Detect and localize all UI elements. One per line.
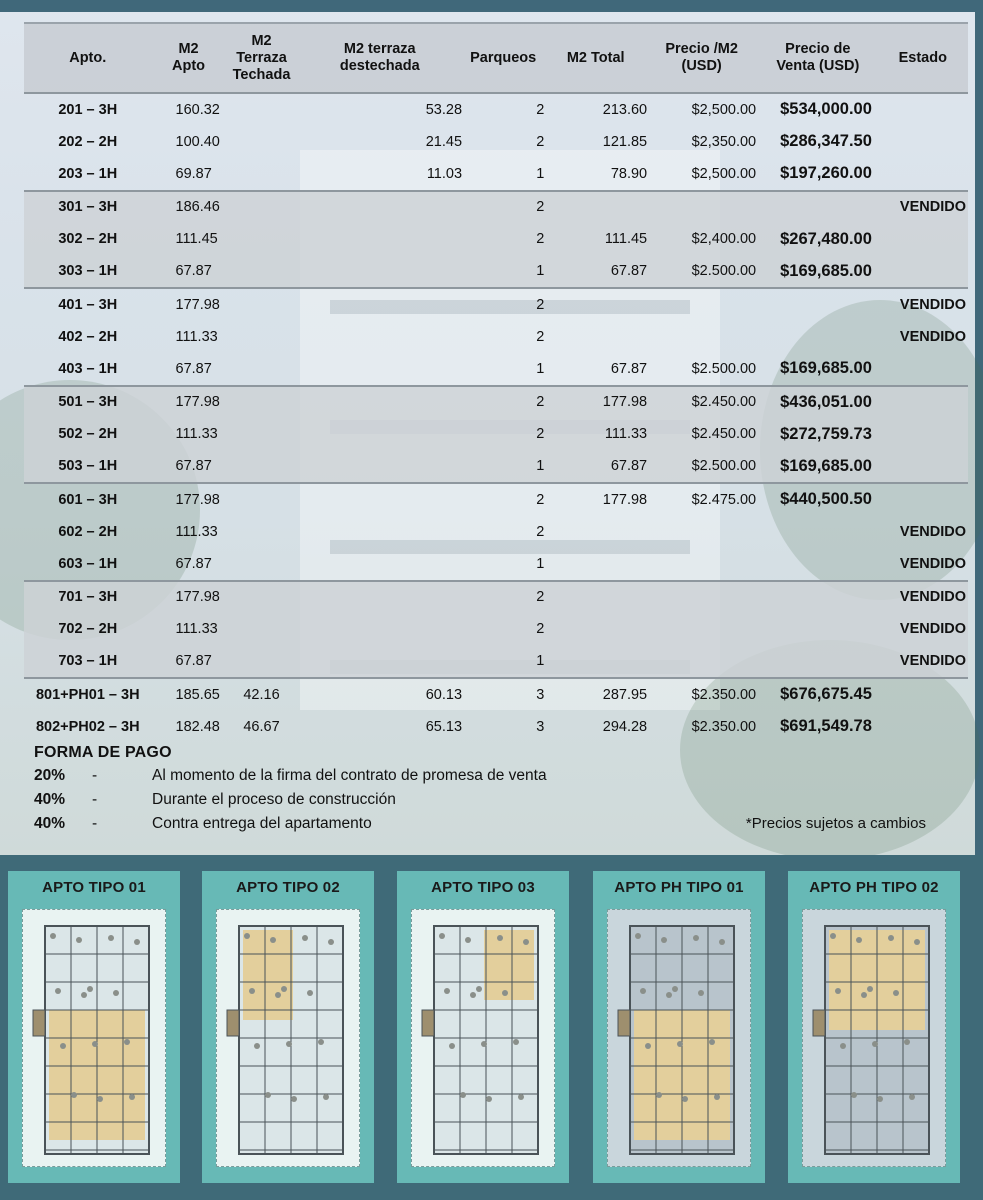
cell-terraza-destechada: 11.03 (426, 165, 463, 182)
cell-terraza-techada (226, 483, 298, 516)
payment-terms (34, 744, 934, 836)
cell-parqueos: 2 (462, 191, 544, 224)
cell-m2-apto: 185.65 (152, 678, 226, 711)
cell-terraza-destechada (298, 256, 463, 289)
cell-terraza-destechada (298, 321, 463, 354)
cell-precio-m2 (647, 581, 756, 614)
plan-card-title: APTO TIPO 02 (236, 879, 340, 896)
table-row (24, 288, 968, 321)
table-row (24, 451, 968, 484)
cell-m2-apto: 186.46 (152, 191, 226, 224)
header-m2-total: M2 Total (544, 23, 647, 93)
cell-parqueos: 2 (462, 581, 544, 614)
cell-estado (880, 678, 968, 711)
cell-m2-apto: 160.32 (175, 101, 220, 118)
cell-m2-total: 67.87 (544, 451, 647, 484)
cell-estado (880, 353, 968, 386)
cell-estado (880, 256, 968, 289)
cell-parqueos: 2 (462, 386, 544, 419)
cell-terraza-destechada (298, 418, 463, 451)
cell-m2-apto: 100.40 (175, 133, 220, 150)
cell-apto: 601 – 3H (24, 483, 152, 516)
cell-precio-venta: $286,347.50 (780, 132, 872, 151)
cell-precio-m2: $2.500.00 (691, 360, 757, 377)
cell-precio-m2 (647, 646, 756, 679)
cell-apto: 801+PH01 – 3H (24, 678, 152, 711)
plan-card-apto-tipo-02[interactable] (202, 871, 374, 1183)
cell-apto: 401 – 3H (24, 288, 152, 321)
cell-apto: 202 – 2H (58, 133, 118, 150)
cell-m2-apto: 67.87 (152, 646, 226, 679)
cell-precio-m2 (647, 288, 756, 321)
table-row (24, 386, 968, 419)
cell-parqueos: 1 (462, 451, 544, 484)
cell-precio-venta: $436,051.00 (756, 386, 879, 419)
cell-terraza-destechada (298, 581, 463, 614)
cell-terraza-destechada (298, 483, 463, 516)
cell-parqueos: 2 (462, 288, 544, 321)
cell-estado: VENDIDO (880, 581, 968, 614)
cell-m2-total: 111.45 (544, 223, 647, 256)
cell-terraza-destechada (298, 451, 463, 484)
payment-description: Al momento de la firma del contrato de promesa de venta (152, 767, 547, 784)
cell-precio-m2: $2.475.00 (647, 483, 756, 516)
cell-m2-total (544, 646, 647, 679)
cell-precio-m2: $2,400.00 (647, 223, 756, 256)
cell-estado (880, 451, 968, 484)
cell-precio-venta (756, 321, 879, 354)
cell-precio-m2: $2.500.00 (647, 256, 756, 289)
cell-terraza-techada (226, 451, 298, 484)
cell-m2-apto: 69.87 (175, 165, 212, 182)
cell-precio-venta: $169,685.00 (780, 359, 872, 378)
table-row (24, 256, 968, 289)
table-row (24, 223, 968, 256)
cell-precio-venta: $272,759.73 (756, 418, 879, 451)
cell-terraza-destechada: 65.13 (425, 718, 463, 735)
cell-terraza-techada (226, 158, 298, 191)
table-row (24, 126, 968, 159)
cell-m2-total (544, 548, 647, 581)
cell-precio-m2 (647, 613, 756, 646)
plan-card-title: APTO PH TIPO 01 (614, 879, 744, 896)
cell-terraza-destechada (298, 646, 463, 679)
cell-precio-venta (756, 646, 879, 679)
plan-card-apto-ph-tipo-01[interactable] (593, 871, 765, 1183)
cell-apto: 501 – 3H (24, 386, 152, 419)
cell-terraza-techada (226, 321, 298, 354)
cell-apto: 201 – 3H (58, 101, 118, 118)
payment-row (34, 812, 934, 836)
cell-precio-venta (756, 613, 879, 646)
cell-terraza-techada (226, 646, 298, 679)
cell-m2-total (544, 516, 647, 549)
plan-card-title: APTO PH TIPO 02 (809, 879, 939, 896)
cell-m2-total: 213.60 (602, 101, 648, 118)
table-header-row (24, 23, 968, 93)
cell-terraza-techada (226, 418, 298, 451)
cell-apto: 701 – 3H (24, 581, 152, 614)
cell-m2-apto: 111.45 (152, 223, 226, 256)
cell-m2-apto: 177.98 (152, 386, 226, 419)
table-row (24, 646, 968, 679)
payment-description: Contra entrega del apartamento (152, 815, 372, 832)
cell-apto: 802+PH02 – 3H (35, 718, 140, 735)
cell-parqueos: 1 (462, 646, 544, 679)
payment-dash: - (92, 815, 98, 832)
cell-terraza-destechada (298, 548, 463, 581)
header-m2-apto: M2 Apto (152, 23, 226, 93)
table-row (24, 581, 968, 614)
cell-terraza-techada: 42.16 (226, 678, 298, 711)
cell-parqueos: 2 (536, 328, 545, 345)
cell-parqueos: 1 (536, 555, 545, 572)
top-border-band (0, 0, 983, 12)
cell-estado (880, 483, 968, 516)
table-row (24, 711, 968, 744)
header-parqueos: Parqueos (462, 23, 544, 93)
cell-parqueos: 2 (462, 613, 544, 646)
cell-estado: VENDIDO (899, 555, 966, 572)
cell-terraza-destechada (298, 386, 463, 419)
cell-m2-apto: 111.33 (152, 613, 226, 646)
floor-plan-image (411, 909, 555, 1167)
plan-card-apto-tipo-01[interactable] (8, 871, 180, 1183)
cell-m2-total (544, 581, 647, 614)
cell-m2-apto: 177.98 (152, 581, 226, 614)
cell-precio-venta: $534,000.00 (780, 100, 872, 119)
cell-apto: 302 – 2H (24, 223, 152, 256)
cell-m2-apto: 111.33 (175, 328, 218, 345)
cell-apto: 203 – 1H (58, 165, 118, 182)
cell-terraza-destechada (298, 223, 463, 256)
cell-m2-total: 287.95 (544, 678, 647, 711)
payment-title: FORMA DE PAGO (34, 744, 172, 761)
payment-dash: - (92, 767, 98, 784)
payment-row (34, 764, 934, 788)
cell-estado: VENDIDO (880, 191, 968, 224)
plan-card-apto-tipo-03[interactable] (397, 871, 569, 1183)
cell-precio-m2: $2,350.00 (691, 133, 757, 150)
cell-estado: VENDIDO (899, 328, 966, 345)
cell-m2-apto: 67.87 (175, 555, 212, 572)
cell-terraza-destechada (298, 613, 463, 646)
cell-terraza-destechada (298, 353, 463, 386)
cell-estado: VENDIDO (880, 613, 968, 646)
cell-m2-apto: 67.87 (175, 360, 212, 377)
cell-m2-total: 111.33 (544, 418, 647, 451)
cell-m2-apto: 177.98 (152, 483, 226, 516)
cell-terraza-techada (226, 386, 298, 419)
payment-percent: 40% (34, 791, 66, 808)
cell-apto: 303 – 1H (24, 256, 152, 289)
floor-plan-image (22, 909, 166, 1167)
plan-card-title: APTO TIPO 03 (431, 879, 535, 896)
cell-parqueos: 2 (462, 418, 544, 451)
cell-m2-apto: 111.33 (152, 418, 226, 451)
cell-terraza-techada (226, 353, 298, 386)
cell-precio-m2: $2,500.00 (691, 101, 757, 118)
cell-terraza-destechada (298, 288, 463, 321)
table-row (24, 516, 968, 549)
cell-terraza-destechada: 21.45 (425, 133, 463, 150)
floor-plans-strip (0, 855, 983, 1200)
cell-precio-venta (756, 191, 879, 224)
payment-row (34, 788, 934, 812)
cell-precio-venta (756, 581, 879, 614)
floor-plan-image (802, 909, 946, 1167)
payment-dash: - (92, 791, 98, 808)
cell-terraza-techada (226, 548, 298, 581)
cell-m2-total: 67.87 (610, 360, 648, 377)
cell-estado (880, 126, 968, 159)
cell-precio-m2: $2.450.00 (647, 386, 756, 419)
cell-apto: 603 – 1H (58, 555, 118, 572)
cell-m2-apto: 182.48 (175, 718, 220, 735)
cell-precio-m2: $2.350.00 (691, 718, 757, 735)
cell-precio-venta: $676,675.45 (756, 678, 879, 711)
payment-description: Durante el proceso de construcción (152, 791, 396, 808)
cell-apto: 703 – 1H (24, 646, 152, 679)
cell-precio-venta: $440,500.50 (756, 483, 879, 516)
cell-m2-total: 78.90 (610, 165, 648, 182)
cell-apto: 403 – 1H (58, 360, 118, 377)
cell-apto: 301 – 3H (24, 191, 152, 224)
cell-precio-m2: $2.500.00 (647, 451, 756, 484)
cell-parqueos: 2 (536, 101, 545, 118)
cell-terraza-techada (226, 288, 298, 321)
cell-m2-total: 177.98 (544, 386, 647, 419)
header-apto: Apto. (24, 23, 152, 93)
table-row (24, 548, 968, 581)
cell-parqueos: 3 (536, 718, 545, 735)
cell-precio-venta: $197,260.00 (780, 164, 872, 183)
cell-m2-total: 177.98 (544, 483, 647, 516)
cell-m2-total: 121.85 (602, 133, 648, 150)
cell-terraza-techada: 46.67 (243, 718, 280, 735)
cell-precio-venta: $267,480.00 (756, 223, 879, 256)
cell-estado: VENDIDO (899, 523, 966, 540)
cell-m2-apto: 67.87 (152, 451, 226, 484)
cell-m2-apto: 177.98 (152, 288, 226, 321)
cell-terraza-techada (226, 126, 298, 159)
cell-precio-venta: $169,685.00 (756, 451, 879, 484)
table-row (24, 93, 968, 126)
plan-card-apto-ph-tipo-02[interactable] (788, 871, 960, 1183)
cell-parqueos: 2 (536, 133, 545, 150)
cell-estado: VENDIDO (880, 646, 968, 679)
payment-percent: 20% (34, 767, 66, 784)
plan-card-title: APTO TIPO 01 (42, 879, 146, 896)
cell-precio-venta: $169,685.00 (756, 256, 879, 289)
cell-apto: 503 – 1H (24, 451, 152, 484)
cell-m2-total (544, 613, 647, 646)
table-row (24, 321, 968, 354)
cell-precio-venta (756, 516, 879, 549)
cell-estado (880, 711, 968, 744)
cell-estado (880, 158, 968, 191)
cell-precio-venta: $691,549.78 (780, 717, 872, 736)
cell-precio-venta (756, 548, 879, 581)
cell-parqueos: 2 (462, 483, 544, 516)
cell-precio-m2: $2.450.00 (647, 418, 756, 451)
header-terraza-techada: M2 Terraza Techada (226, 23, 298, 93)
price-disclaimer: *Precios sujetos a cambios (745, 815, 926, 832)
floor-plan-image (607, 909, 751, 1167)
cell-terraza-destechada: 60.13 (298, 678, 463, 711)
table-row (24, 353, 968, 386)
table-row (24, 158, 968, 191)
header-precio-m2: Precio /M2 (USD) (647, 23, 756, 93)
cell-terraza-techada (226, 191, 298, 224)
table-row (24, 678, 968, 711)
header-estado: Estado (880, 23, 968, 93)
floor-plan-image (216, 909, 360, 1167)
cell-m2-total: 67.87 (544, 256, 647, 289)
cell-terraza-techada (226, 516, 298, 549)
cell-m2-total (544, 191, 647, 224)
cell-parqueos: 1 (462, 256, 544, 289)
table-row (24, 191, 968, 224)
cell-estado (880, 386, 968, 419)
cell-estado (880, 223, 968, 256)
cell-parqueos: 1 (536, 165, 545, 182)
price-table (24, 22, 968, 743)
cell-precio-m2 (647, 548, 756, 581)
cell-terraza-techada (226, 613, 298, 646)
cell-terraza-techada (226, 581, 298, 614)
cell-terraza-destechada (298, 516, 463, 549)
cell-precio-m2 (647, 191, 756, 224)
cell-m2-total (544, 321, 647, 354)
cell-apto: 702 – 2H (24, 613, 152, 646)
cell-precio-venta (756, 288, 879, 321)
cell-parqueos: 2 (462, 223, 544, 256)
cell-precio-m2: $2,500.00 (691, 165, 757, 182)
cell-parqueos: 3 (462, 678, 544, 711)
cell-parqueos: 1 (536, 360, 545, 377)
cell-estado (880, 93, 968, 126)
cell-estado (880, 418, 968, 451)
cell-terraza-techada (226, 93, 298, 126)
cell-apto: 602 – 2H (58, 523, 118, 540)
cell-precio-m2: $2.350.00 (647, 678, 756, 711)
cell-terraza-techada (226, 256, 298, 289)
table-row (24, 613, 968, 646)
cell-m2-total (544, 288, 647, 321)
cell-apto: 402 – 2H (58, 328, 118, 345)
cell-estado: VENDIDO (880, 288, 968, 321)
cell-precio-m2 (647, 321, 756, 354)
cell-apto: 502 – 2H (24, 418, 152, 451)
cell-m2-total: 294.28 (602, 718, 648, 735)
cell-terraza-destechada (298, 191, 463, 224)
payment-percent: 40% (34, 815, 66, 832)
table-row (24, 483, 968, 516)
cell-precio-m2 (647, 516, 756, 549)
cell-m2-apto: 67.87 (152, 256, 226, 289)
cell-terraza-destechada: 53.28 (425, 101, 463, 118)
header-terraza-destechada: M2 terraza destechada (298, 23, 463, 93)
cell-parqueos: 2 (536, 523, 545, 540)
table-row (24, 418, 968, 451)
cell-m2-apto: 111.33 (175, 523, 218, 540)
cell-terraza-techada (226, 223, 298, 256)
header-precio-venta: Precio de Venta (USD) (756, 23, 879, 93)
